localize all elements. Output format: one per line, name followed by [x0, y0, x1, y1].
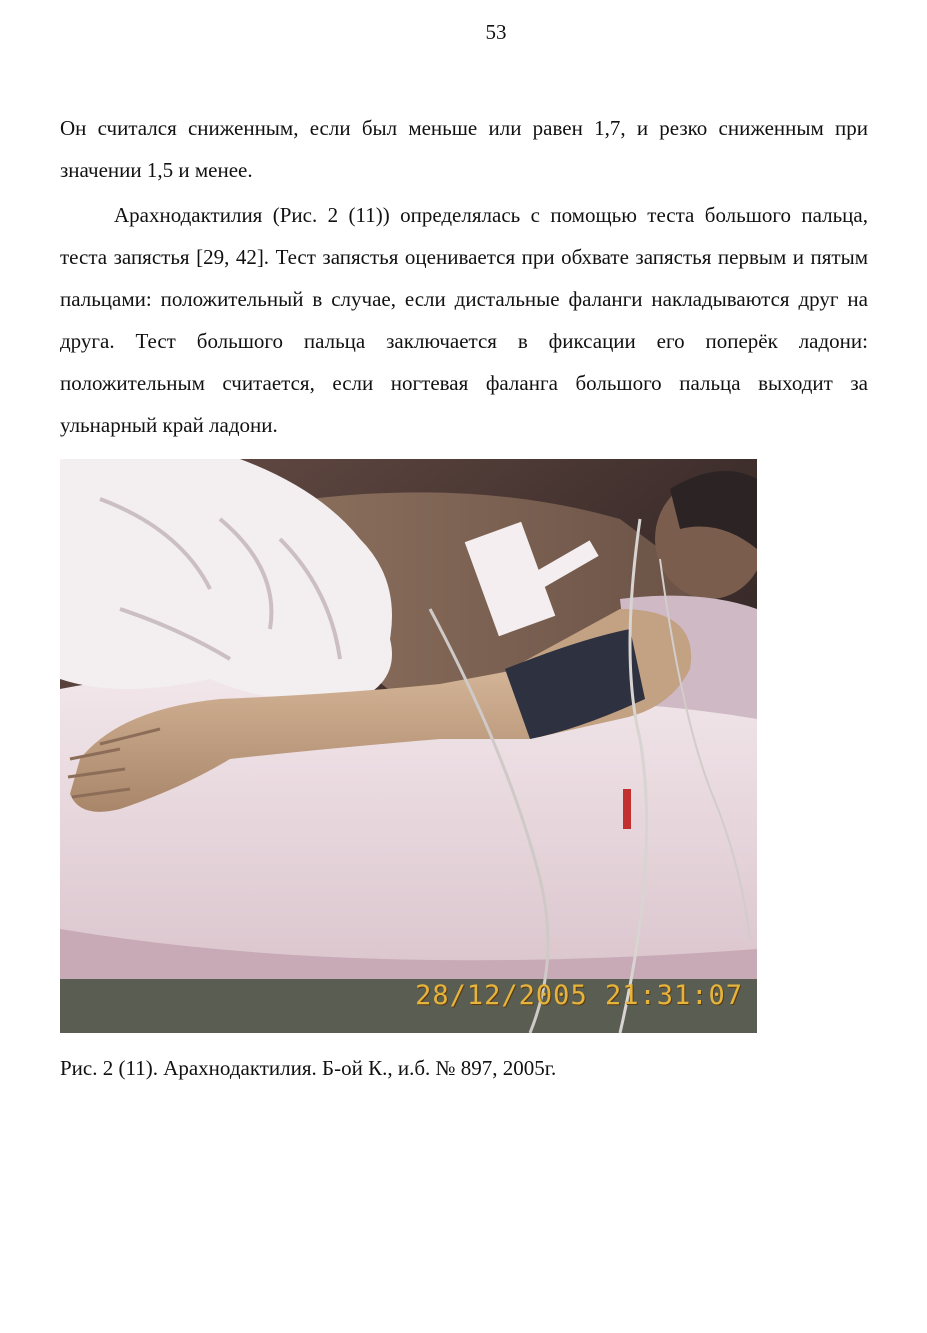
photo-timestamp: 28/12/2005 21:31:07 — [415, 980, 743, 1011]
photo-illustration — [60, 459, 757, 1033]
figure-photo — [60, 459, 757, 1033]
page-number: 53 — [485, 20, 507, 44]
paragraph-2: Арахнодактилия (Рис. 2 (11)) определялась с помощью теста большого пальца, теста запястья [29, 42]. Тест запястья оценивается при обхвате запястья первым и пятым пальцами: положительный в случае, если дистальные фаланги накладываются друг на друга. Тест большого пальца заключается в фиксации его поперёк ладони: положительным считается, если ногтевая фаланга большого пальца выходит за ульнарный край ладони. — [60, 203, 868, 437]
figure-caption: Рис. 2 (11). Арахнодактилия. Б-ой К., и.б. № 897, 2005г. — [60, 1056, 557, 1080]
paragraph-1: Он считался сниженным, если был меньше или равен 1,7, и резко сниженным при значении 1,5 и менее. — [60, 116, 868, 182]
